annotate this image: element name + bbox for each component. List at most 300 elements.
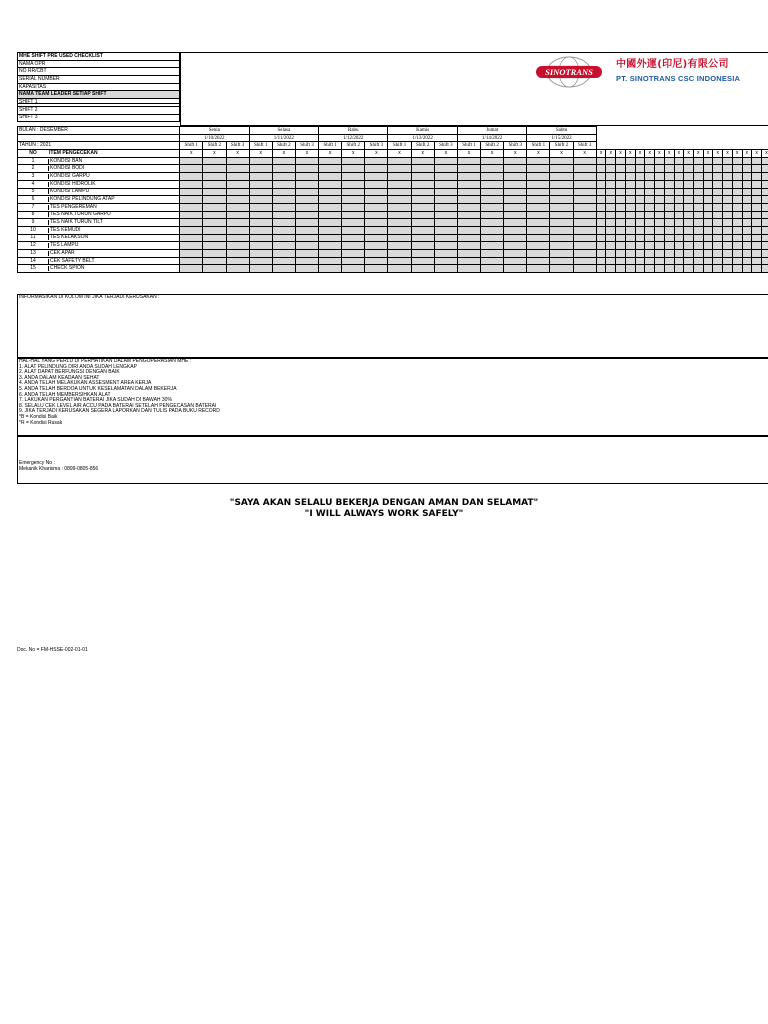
check-cell[interactable] <box>732 157 742 165</box>
check-cell[interactable] <box>434 265 457 273</box>
check-cell[interactable] <box>645 211 655 219</box>
check-cell[interactable] <box>606 196 616 204</box>
check-cell[interactable] <box>606 242 616 250</box>
check-cell[interactable] <box>388 211 411 219</box>
check-cell[interactable] <box>481 173 504 181</box>
check-cell[interactable] <box>411 257 434 265</box>
check-cell[interactable] <box>457 250 480 258</box>
check-cell[interactable] <box>411 157 434 165</box>
check-cell[interactable] <box>693 211 703 219</box>
check-cell[interactable] <box>616 242 626 250</box>
check-cell[interactable] <box>180 242 203 250</box>
check-cell[interactable] <box>504 165 527 173</box>
check-cell[interactable] <box>616 250 626 258</box>
check-cell[interactable] <box>319 180 342 188</box>
check-cell[interactable] <box>596 250 606 258</box>
check-cell[interactable] <box>645 180 655 188</box>
check-cell[interactable] <box>180 265 203 273</box>
check-cell[interactable] <box>180 173 203 181</box>
check-cell[interactable] <box>249 219 272 227</box>
check-cell[interactable] <box>573 211 596 219</box>
check-cell[interactable] <box>550 250 573 258</box>
check-cell[interactable] <box>527 265 550 273</box>
check-cell[interactable] <box>674 265 684 273</box>
check-cell[interactable] <box>723 165 733 173</box>
check-cell[interactable] <box>732 203 742 211</box>
check-cell[interactable] <box>319 250 342 258</box>
check-cell[interactable] <box>664 157 674 165</box>
check-cell[interactable] <box>723 257 733 265</box>
check-cell[interactable] <box>457 219 480 227</box>
check-cell[interactable] <box>742 265 752 273</box>
check-cell[interactable] <box>319 234 342 242</box>
check-cell[interactable] <box>319 188 342 196</box>
check-cell[interactable] <box>625 265 635 273</box>
check-cell[interactable] <box>527 188 550 196</box>
check-cell[interactable] <box>411 165 434 173</box>
check-cell[interactable] <box>249 234 272 242</box>
check-cell[interactable] <box>504 257 527 265</box>
check-cell[interactable] <box>365 211 388 219</box>
check-cell[interactable] <box>655 180 665 188</box>
check-cell[interactable] <box>752 157 762 165</box>
check-cell[interactable] <box>295 265 318 273</box>
check-cell[interactable] <box>180 165 203 173</box>
check-cell[interactable] <box>703 157 713 165</box>
check-cell[interactable] <box>365 242 388 250</box>
check-cell[interactable] <box>388 203 411 211</box>
check-cell[interactable] <box>272 180 295 188</box>
check-cell[interactable] <box>761 226 768 234</box>
check-cell[interactable] <box>527 196 550 204</box>
check-cell[interactable] <box>180 257 203 265</box>
check-cell[interactable] <box>504 265 527 273</box>
check-cell[interactable] <box>761 188 768 196</box>
check-cell[interactable] <box>342 157 365 165</box>
check-cell[interactable] <box>504 219 527 227</box>
check-cell[interactable] <box>550 211 573 219</box>
check-cell[interactable] <box>713 211 723 219</box>
check-cell[interactable] <box>388 242 411 250</box>
check-cell[interactable] <box>249 165 272 173</box>
check-cell[interactable] <box>388 196 411 204</box>
check-cell[interactable] <box>434 165 457 173</box>
check-cell[interactable] <box>655 265 665 273</box>
check-cell[interactable] <box>388 234 411 242</box>
check-cell[interactable] <box>664 173 674 181</box>
check-cell[interactable] <box>732 250 742 258</box>
check-cell[interactable] <box>342 219 365 227</box>
check-cell[interactable] <box>645 165 655 173</box>
check-cell[interactable] <box>342 226 365 234</box>
check-cell[interactable] <box>674 226 684 234</box>
check-cell[interactable] <box>481 196 504 204</box>
check-cell[interactable] <box>203 211 226 219</box>
check-cell[interactable] <box>203 203 226 211</box>
check-cell[interactable] <box>742 211 752 219</box>
check-cell[interactable] <box>761 165 768 173</box>
check-cell[interactable] <box>635 226 645 234</box>
check-cell[interactable] <box>180 250 203 258</box>
check-cell[interactable] <box>411 173 434 181</box>
check-cell[interactable] <box>457 242 480 250</box>
check-cell[interactable] <box>625 226 635 234</box>
check-cell[interactable] <box>713 257 723 265</box>
check-cell[interactable] <box>674 196 684 204</box>
check-cell[interactable] <box>295 219 318 227</box>
check-cell[interactable] <box>635 265 645 273</box>
check-cell[interactable] <box>606 226 616 234</box>
check-cell[interactable] <box>616 180 626 188</box>
check-cell[interactable] <box>573 173 596 181</box>
check-cell[interactable] <box>226 188 249 196</box>
check-cell[interactable] <box>752 242 762 250</box>
check-cell[interactable] <box>625 250 635 258</box>
check-cell[interactable] <box>272 203 295 211</box>
check-cell[interactable] <box>723 180 733 188</box>
check-cell[interactable] <box>703 196 713 204</box>
check-cell[interactable] <box>635 180 645 188</box>
check-cell[interactable] <box>596 180 606 188</box>
check-cell[interactable] <box>674 219 684 227</box>
check-cell[interactable] <box>388 257 411 265</box>
check-cell[interactable] <box>693 203 703 211</box>
check-cell[interactable] <box>616 173 626 181</box>
check-cell[interactable] <box>550 165 573 173</box>
check-cell[interactable] <box>723 250 733 258</box>
check-cell[interactable] <box>703 257 713 265</box>
check-cell[interactable] <box>684 211 694 219</box>
check-cell[interactable] <box>723 203 733 211</box>
check-cell[interactable] <box>761 242 768 250</box>
check-cell[interactable] <box>319 211 342 219</box>
check-cell[interactable] <box>703 188 713 196</box>
check-cell[interactable] <box>693 173 703 181</box>
check-cell[interactable] <box>713 234 723 242</box>
check-cell[interactable] <box>388 173 411 181</box>
check-cell[interactable] <box>481 226 504 234</box>
check-cell[interactable] <box>365 165 388 173</box>
check-cell[interactable] <box>732 165 742 173</box>
check-cell[interactable] <box>180 203 203 211</box>
check-cell[interactable] <box>295 173 318 181</box>
check-cell[interactable] <box>203 265 226 273</box>
check-cell[interactable] <box>742 180 752 188</box>
check-cell[interactable] <box>226 242 249 250</box>
check-cell[interactable] <box>550 180 573 188</box>
check-cell[interactable] <box>203 242 226 250</box>
check-cell[interactable] <box>481 257 504 265</box>
check-cell[interactable] <box>713 173 723 181</box>
check-cell[interactable] <box>272 157 295 165</box>
check-cell[interactable] <box>457 173 480 181</box>
check-cell[interactable] <box>180 219 203 227</box>
check-cell[interactable] <box>457 165 480 173</box>
check-cell[interactable] <box>713 180 723 188</box>
check-cell[interactable] <box>226 157 249 165</box>
check-cell[interactable] <box>295 196 318 204</box>
check-cell[interactable] <box>434 173 457 181</box>
check-cell[interactable] <box>752 211 762 219</box>
check-cell[interactable] <box>693 265 703 273</box>
check-cell[interactable] <box>481 250 504 258</box>
check-cell[interactable] <box>573 257 596 265</box>
check-cell[interactable] <box>180 211 203 219</box>
check-cell[interactable] <box>342 257 365 265</box>
check-cell[interactable] <box>693 250 703 258</box>
check-cell[interactable] <box>616 211 626 219</box>
check-cell[interactable] <box>272 211 295 219</box>
check-cell[interactable] <box>742 157 752 165</box>
check-cell[interactable] <box>365 203 388 211</box>
check-cell[interactable] <box>693 157 703 165</box>
check-cell[interactable] <box>693 219 703 227</box>
check-cell[interactable] <box>693 165 703 173</box>
check-cell[interactable] <box>203 196 226 204</box>
check-cell[interactable] <box>645 250 655 258</box>
check-cell[interactable] <box>573 203 596 211</box>
check-cell[interactable] <box>249 265 272 273</box>
check-cell[interactable] <box>249 196 272 204</box>
check-cell[interactable] <box>684 180 694 188</box>
check-cell[interactable] <box>703 180 713 188</box>
check-cell[interactable] <box>713 203 723 211</box>
check-cell[interactable] <box>573 165 596 173</box>
check-cell[interactable] <box>365 173 388 181</box>
check-cell[interactable] <box>655 196 665 204</box>
check-cell[interactable] <box>180 196 203 204</box>
check-cell[interactable] <box>272 173 295 181</box>
check-cell[interactable] <box>342 196 365 204</box>
check-cell[interactable] <box>365 188 388 196</box>
check-cell[interactable] <box>527 226 550 234</box>
check-cell[interactable] <box>226 203 249 211</box>
check-cell[interactable] <box>527 242 550 250</box>
check-cell[interactable] <box>388 265 411 273</box>
check-cell[interactable] <box>596 257 606 265</box>
check-cell[interactable] <box>713 226 723 234</box>
check-cell[interactable] <box>365 219 388 227</box>
check-cell[interactable] <box>481 242 504 250</box>
check-cell[interactable] <box>664 226 674 234</box>
check-cell[interactable] <box>249 157 272 165</box>
check-cell[interactable] <box>527 180 550 188</box>
check-cell[interactable] <box>295 226 318 234</box>
check-cell[interactable] <box>550 196 573 204</box>
check-cell[interactable] <box>752 226 762 234</box>
check-cell[interactable] <box>272 165 295 173</box>
check-cell[interactable] <box>742 250 752 258</box>
check-cell[interactable] <box>752 250 762 258</box>
check-cell[interactable] <box>693 257 703 265</box>
check-cell[interactable] <box>742 165 752 173</box>
check-cell[interactable] <box>625 234 635 242</box>
check-cell[interactable] <box>606 234 616 242</box>
check-cell[interactable] <box>655 257 665 265</box>
check-cell[interactable] <box>365 265 388 273</box>
check-cell[interactable] <box>249 188 272 196</box>
check-cell[interactable] <box>625 165 635 173</box>
check-cell[interactable] <box>388 219 411 227</box>
check-cell[interactable] <box>606 203 616 211</box>
check-cell[interactable] <box>761 203 768 211</box>
check-cell[interactable] <box>635 203 645 211</box>
check-cell[interactable] <box>388 165 411 173</box>
check-cell[interactable] <box>295 157 318 165</box>
check-cell[interactable] <box>226 165 249 173</box>
check-cell[interactable] <box>645 265 655 273</box>
check-cell[interactable] <box>625 196 635 204</box>
check-cell[interactable] <box>616 265 626 273</box>
check-cell[interactable] <box>684 242 694 250</box>
check-cell[interactable] <box>742 219 752 227</box>
check-cell[interactable] <box>527 257 550 265</box>
check-cell[interactable] <box>573 219 596 227</box>
check-cell[interactable] <box>481 165 504 173</box>
check-cell[interactable] <box>752 173 762 181</box>
check-cell[interactable] <box>411 196 434 204</box>
check-cell[interactable] <box>635 250 645 258</box>
check-cell[interactable] <box>527 250 550 258</box>
check-cell[interactable] <box>674 157 684 165</box>
check-cell[interactable] <box>752 180 762 188</box>
check-cell[interactable] <box>527 173 550 181</box>
check-cell[interactable] <box>365 196 388 204</box>
check-cell[interactable] <box>732 219 742 227</box>
check-cell[interactable] <box>684 173 694 181</box>
check-cell[interactable] <box>732 211 742 219</box>
check-cell[interactable] <box>752 257 762 265</box>
check-cell[interactable] <box>664 211 674 219</box>
check-cell[interactable] <box>504 250 527 258</box>
check-cell[interactable] <box>664 234 674 242</box>
check-cell[interactable] <box>180 234 203 242</box>
check-cell[interactable] <box>272 219 295 227</box>
check-cell[interactable] <box>625 188 635 196</box>
check-cell[interactable] <box>655 211 665 219</box>
check-cell[interactable] <box>457 180 480 188</box>
check-cell[interactable] <box>625 211 635 219</box>
check-cell[interactable] <box>684 265 694 273</box>
check-cell[interactable] <box>664 257 674 265</box>
check-cell[interactable] <box>295 250 318 258</box>
check-cell[interactable] <box>596 242 606 250</box>
check-cell[interactable] <box>319 203 342 211</box>
check-cell[interactable] <box>457 257 480 265</box>
check-cell[interactable] <box>606 188 616 196</box>
check-cell[interactable] <box>573 250 596 258</box>
check-cell[interactable] <box>550 242 573 250</box>
check-cell[interactable] <box>713 242 723 250</box>
check-cell[interactable] <box>664 265 674 273</box>
check-cell[interactable] <box>573 157 596 165</box>
check-cell[interactable] <box>684 257 694 265</box>
check-cell[interactable] <box>645 188 655 196</box>
check-cell[interactable] <box>527 203 550 211</box>
check-cell[interactable] <box>674 242 684 250</box>
check-cell[interactable] <box>674 257 684 265</box>
check-cell[interactable] <box>550 257 573 265</box>
check-cell[interactable] <box>457 265 480 273</box>
check-cell[interactable] <box>684 203 694 211</box>
check-cell[interactable] <box>616 196 626 204</box>
check-cell[interactable] <box>226 180 249 188</box>
check-cell[interactable] <box>226 211 249 219</box>
check-cell[interactable] <box>504 242 527 250</box>
check-cell[interactable] <box>674 234 684 242</box>
check-cell[interactable] <box>732 188 742 196</box>
check-cell[interactable] <box>295 188 318 196</box>
check-cell[interactable] <box>550 219 573 227</box>
check-cell[interactable] <box>481 219 504 227</box>
check-cell[interactable] <box>481 157 504 165</box>
check-cell[interactable] <box>342 242 365 250</box>
check-cell[interactable] <box>732 180 742 188</box>
check-cell[interactable] <box>616 219 626 227</box>
check-cell[interactable] <box>703 219 713 227</box>
check-cell[interactable] <box>342 265 365 273</box>
check-cell[interactable] <box>655 242 665 250</box>
check-cell[interactable] <box>761 250 768 258</box>
check-cell[interactable] <box>684 165 694 173</box>
check-cell[interactable] <box>226 219 249 227</box>
check-cell[interactable] <box>388 188 411 196</box>
check-cell[interactable] <box>635 257 645 265</box>
check-cell[interactable] <box>703 250 713 258</box>
check-cell[interactable] <box>723 226 733 234</box>
check-cell[interactable] <box>684 188 694 196</box>
check-cell[interactable] <box>365 234 388 242</box>
check-cell[interactable] <box>226 234 249 242</box>
check-cell[interactable] <box>732 257 742 265</box>
check-cell[interactable] <box>742 257 752 265</box>
check-cell[interactable] <box>645 219 655 227</box>
check-cell[interactable] <box>655 157 665 165</box>
check-cell[interactable] <box>761 173 768 181</box>
check-cell[interactable] <box>625 203 635 211</box>
check-cell[interactable] <box>606 165 616 173</box>
check-cell[interactable] <box>249 250 272 258</box>
check-cell[interactable] <box>674 250 684 258</box>
check-cell[interactable] <box>606 219 616 227</box>
check-cell[interactable] <box>723 219 733 227</box>
check-cell[interactable] <box>504 180 527 188</box>
check-cell[interactable] <box>550 188 573 196</box>
check-cell[interactable] <box>226 265 249 273</box>
check-cell[interactable] <box>249 180 272 188</box>
check-cell[interactable] <box>693 180 703 188</box>
check-cell[interactable] <box>388 180 411 188</box>
check-cell[interactable] <box>457 203 480 211</box>
check-cell[interactable] <box>655 173 665 181</box>
check-cell[interactable] <box>723 157 733 165</box>
check-cell[interactable] <box>596 211 606 219</box>
check-cell[interactable] <box>342 234 365 242</box>
check-cell[interactable] <box>457 188 480 196</box>
check-cell[interactable] <box>319 242 342 250</box>
check-cell[interactable] <box>645 203 655 211</box>
check-cell[interactable] <box>272 188 295 196</box>
check-cell[interactable] <box>761 211 768 219</box>
check-cell[interactable] <box>550 234 573 242</box>
check-cell[interactable] <box>342 173 365 181</box>
check-cell[interactable] <box>388 157 411 165</box>
check-cell[interactable] <box>645 196 655 204</box>
check-cell[interactable] <box>457 211 480 219</box>
check-cell[interactable] <box>645 242 655 250</box>
check-cell[interactable] <box>703 234 713 242</box>
check-cell[interactable] <box>550 157 573 165</box>
